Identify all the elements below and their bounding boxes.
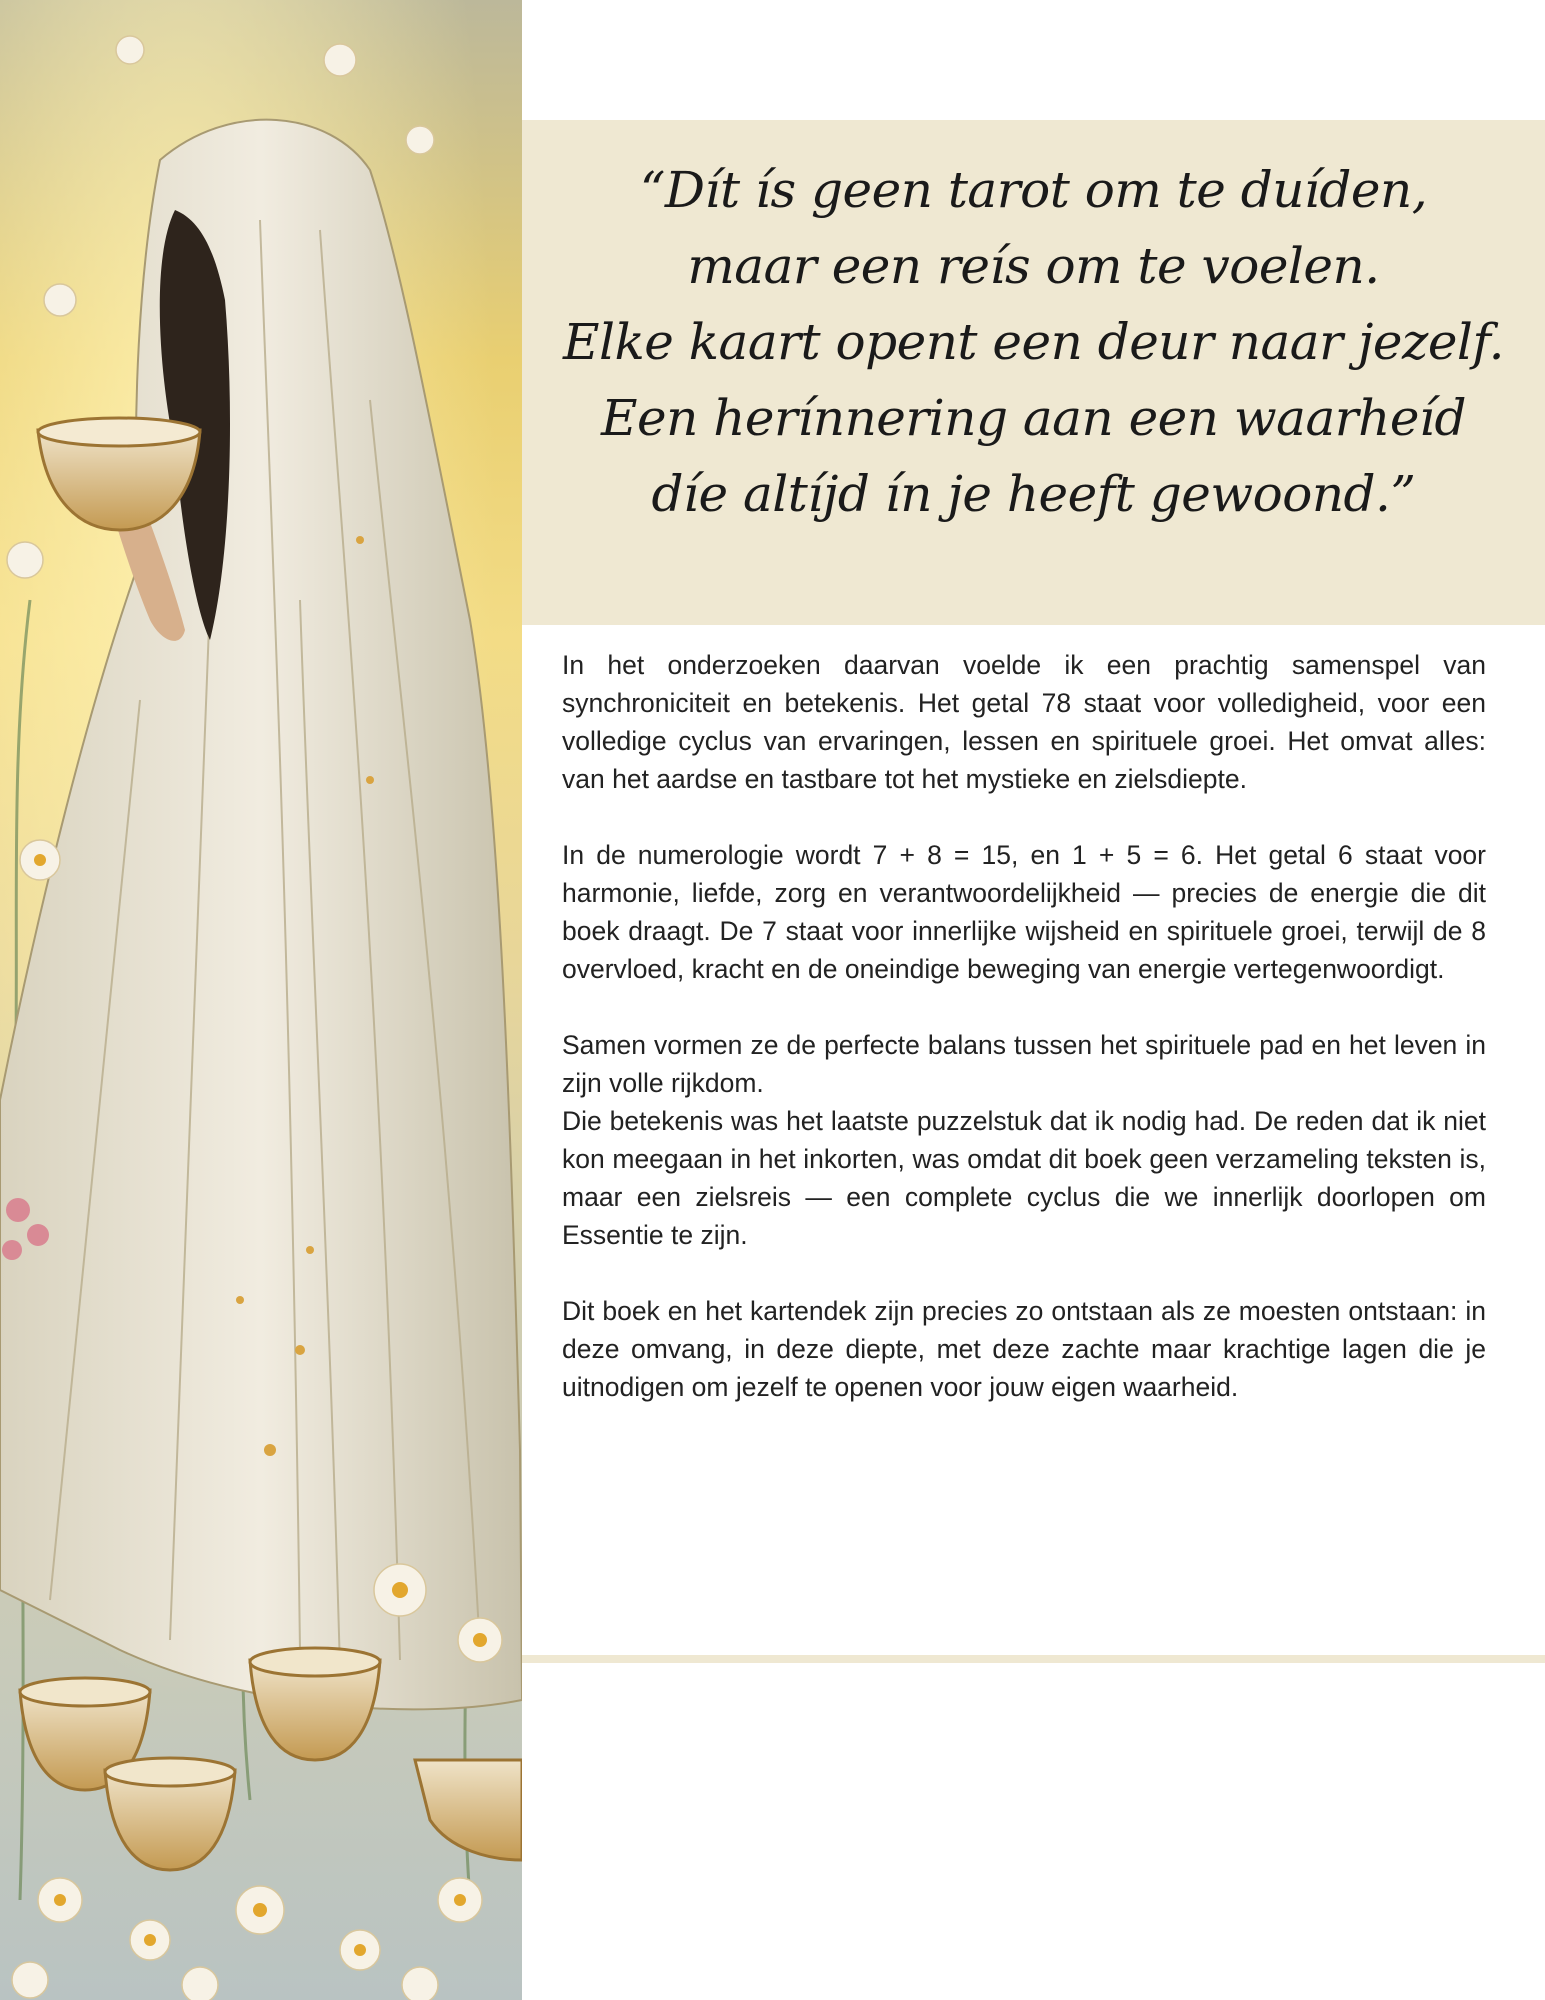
hooded-figure-illustration (0, 0, 522, 2000)
paragraph: Dit boek en het kartendek zijn precies zo ontstaan als ze moesten ontstaan: in deze omvang, in deze diepte, met deze zachte maar krachtige lagen die je uitnodigen om jezelf te openen voor jouw eigen waarheid. (562, 1296, 1486, 1402)
divider (522, 1655, 1545, 1663)
paragraph: In het onderzoeken daarvan voelde ik een prachtig samenspel van synchroniciteit en betekenis. Het getal 78 staat voor volledigheid, voor een volledige cyclus van ervaringen, lessen en spirituele groei. Het omvat alles: van het aardse en tastbare tot het mystieke en zielsdiepte. (562, 650, 1486, 794)
quote-line: maar een reís om te voelen. (687, 237, 1380, 295)
quote-line: díe altíjd ín je heeft gewoond.” (651, 465, 1416, 523)
quote (522, 120, 1545, 532)
quote-band (522, 120, 1545, 625)
paragraph: Die betekenis was het laatste puzzelstuk dat ik nodig had. De reden dat ik niet kon meegaan in het inkorten, was omdat dit boek geen verzameling teksten is, maar een zielsreis — een complete cyclus die we innerlijk doorlopen om Essentie te zijn. (562, 1106, 1486, 1250)
paragraph: In de numerologie wordt 7 + 8 = 15, en 1 + 5 = 6. Het getal 6 staat voor harmonie, liefde, zorg en verantwoordelijkheid — precies de energie die dit boek draagt. De 7 staat voor innerlijke wijsheid en spirituele groei, terwijl de 8 overvloed, kracht en de oneindige beweging van energie vertegenwoordigt. (562, 840, 1486, 984)
quote-line: “Dít ís geen tarot om te duíden, (639, 161, 1428, 219)
quote-line: Een herínnering aan een waarheíd (601, 389, 1466, 447)
illustration-panel (0, 0, 522, 2000)
quote-line: Elke kaart opent een deur naar jezelf. (562, 313, 1505, 371)
body-text (562, 646, 1486, 1444)
paragraph: Samen vormen ze de perfecte balans tussen het spirituele pad en het leven in zijn volle rijkdom. (562, 1030, 1486, 1098)
